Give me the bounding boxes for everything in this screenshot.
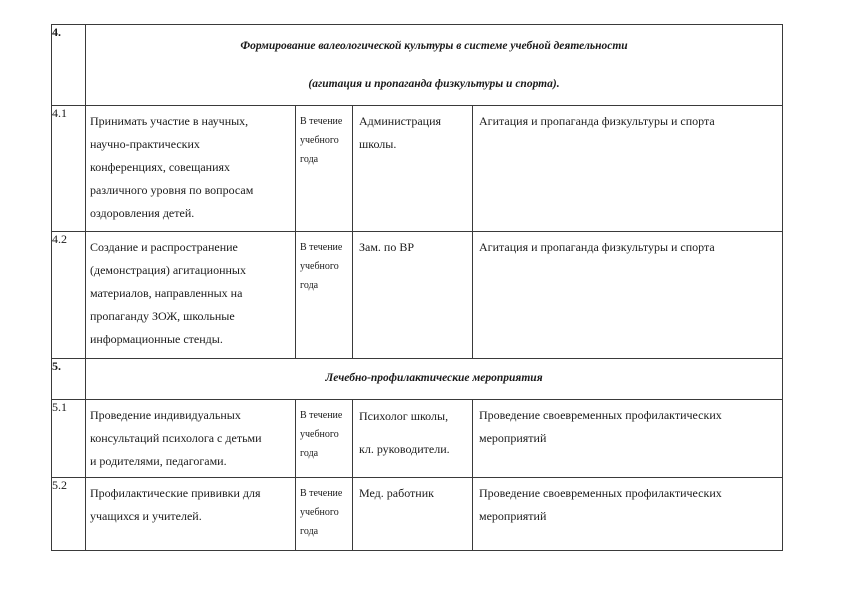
responsible-line: Администрация [359,114,442,128]
responsible-line: Зам. по ВР [359,240,415,254]
activity-line: Принимать участие в научных, [90,114,249,128]
term-cell [296,478,353,551]
activity-line: Проведение индивидуальных [90,408,241,422]
activity-line: информационные стенды. [90,332,223,346]
section-title-line: Лечебно-профилактические мероприятия [325,372,543,384]
activity-line: пропаганду ЗОЖ, школьные [90,309,235,323]
term-line: года [300,448,319,459]
term-line: учебного [300,429,339,440]
activity-plan-table [51,24,783,551]
section-title [86,359,783,400]
section-title-line: Формирование валеологической культуры в системе учебной деятельности [240,40,628,52]
activity-line: конференциях, совещаниях [90,160,231,174]
activity-line: различного уровня по вопросам [90,183,254,197]
activity-line: научно-практических [90,137,200,151]
term-line: года [300,280,319,291]
term-line: В течение [300,242,343,253]
item-number: 4.1 [52,106,86,232]
result-line: мероприятий [479,509,547,523]
activity-cell [86,478,296,551]
responsible-cell [353,400,473,478]
section-row [52,359,783,400]
result-cell [473,106,783,232]
table-row [52,400,783,478]
term-line: В течение [300,488,343,499]
activity-line: учащихся и учителей. [90,509,202,523]
result-cell [473,232,783,359]
table-row [52,232,783,359]
section-title [86,25,783,106]
responsible-line: кл. руководители. [359,442,450,456]
activity-line: консультаций психолога с детьми [90,431,262,445]
activity-cell [86,232,296,359]
term-line: года [300,154,319,165]
result-line: Агитация и пропаганда физкультуры и спорта [479,114,715,128]
responsible-line: Мед. работник [359,486,434,500]
section-number: 5. [52,359,86,400]
responsible-line: Психолог школы, [359,409,449,423]
section-title-line: (агитация и пропаганда физкультуры и спорта). [308,78,560,90]
term-line: учебного [300,261,339,272]
section-row [52,25,783,106]
activity-line: Профилактические прививки для [90,486,261,500]
term-line: года [300,526,319,537]
term-line: учебного [300,507,339,518]
item-number: 5.1 [52,400,86,478]
result-line: Проведение своевременных профилактических [479,408,722,422]
activity-line: материалов, направленных на [90,286,243,300]
result-cell [473,400,783,478]
term-cell [296,106,353,232]
activity-cell [86,400,296,478]
activity-line: оздоровления детей. [90,206,195,220]
result-cell [473,478,783,551]
term-line: учебного [300,135,339,146]
table-row [52,478,783,551]
item-number: 4.2 [52,232,86,359]
term-line: В течение [300,410,343,421]
result-line: Проведение своевременных профилактических [479,486,722,500]
responsible-line: школы. [359,137,397,151]
activity-line: (демонстрация) агитационных [90,263,246,277]
term-cell [296,232,353,359]
activity-line: и родителями, педагогами. [90,454,227,468]
table-row [52,106,783,232]
activity-line: Создание и распространение [90,240,238,254]
responsible-cell [353,232,473,359]
term-line: В течение [300,116,343,127]
activity-cell [86,106,296,232]
responsible-cell [353,106,473,232]
term-cell [296,400,353,478]
section-number: 4. [52,25,86,106]
result-line: мероприятий [479,431,547,445]
item-number: 5.2 [52,478,86,551]
result-line: Агитация и пропаганда физкультуры и спорта [479,240,715,254]
responsible-cell [353,478,473,551]
